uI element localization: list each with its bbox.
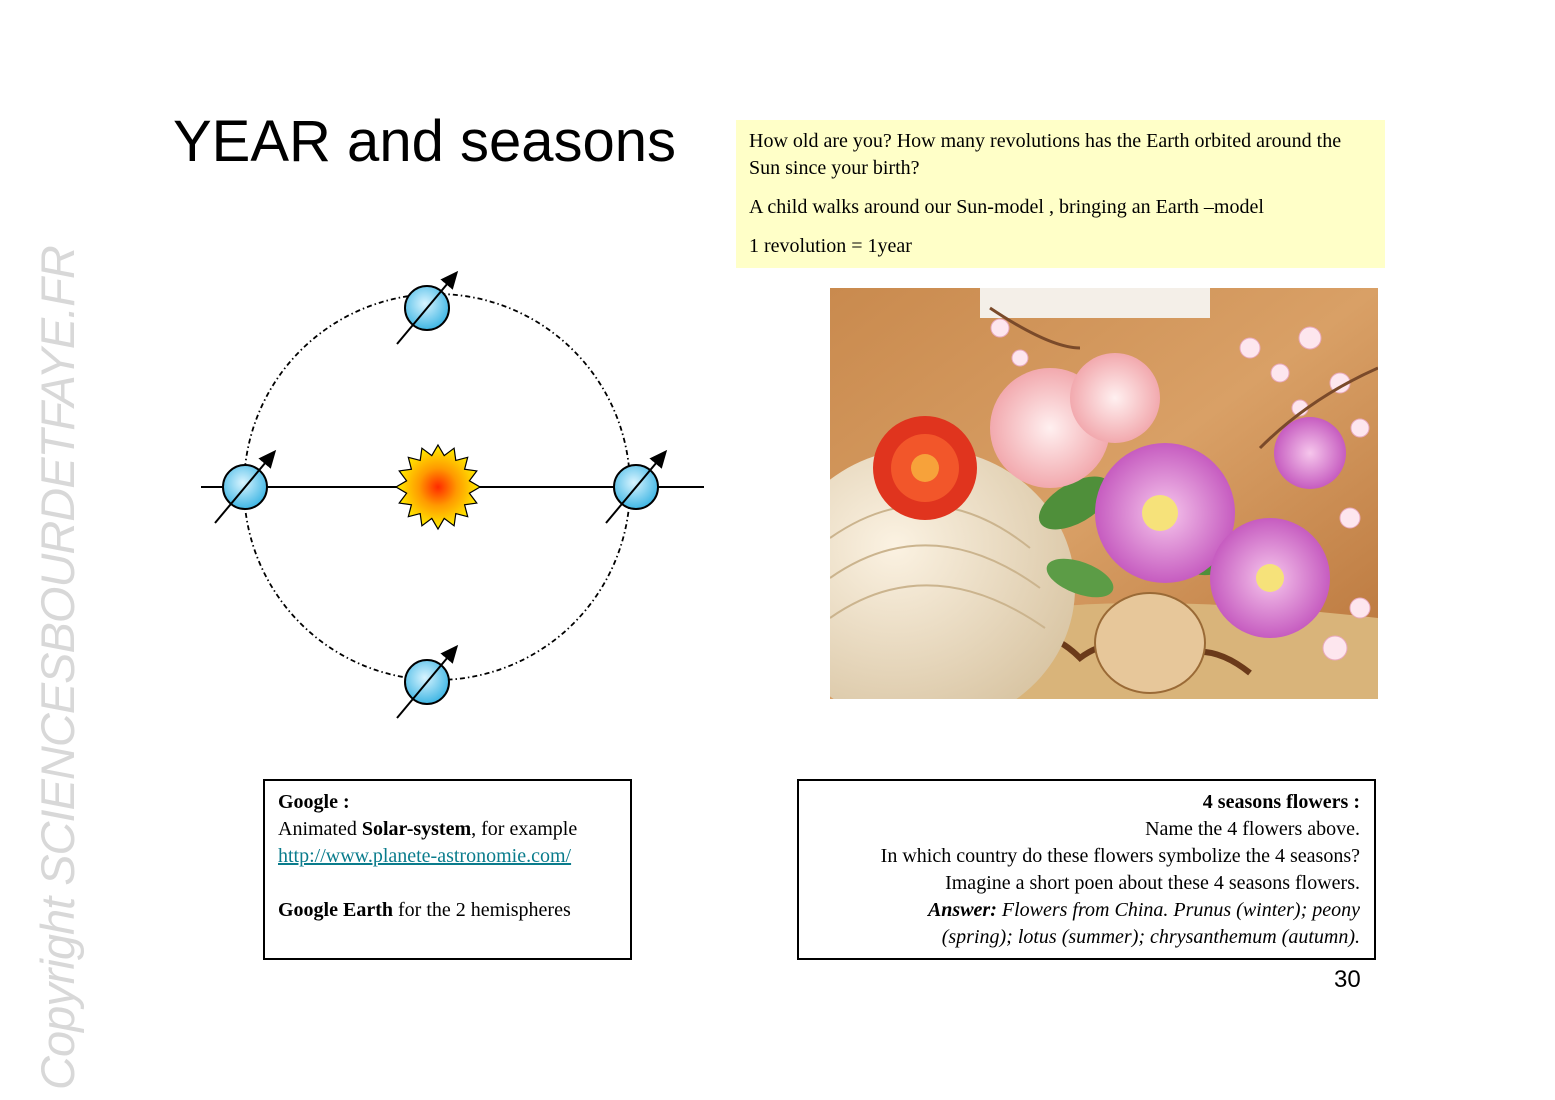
earth-icon <box>215 456 271 523</box>
flowers-question-3: Imagine a short poen about these 4 seasons flowers. <box>945 872 1360 894</box>
flowers-photo <box>830 288 1378 699</box>
intro-activity: A child walks around our Sun-model , bringing an Earth –model <box>749 196 1264 218</box>
google-heading: Google : <box>278 791 350 813</box>
intro-question: How old are you? How many revolutions has the Earth orbited around the Sun since your birth? <box>749 130 1342 179</box>
flowers-question-1: Name the 4 flowers above. <box>1145 818 1360 840</box>
flowers-box <box>797 779 1376 960</box>
flowers-answer-cont: (spring); lotus (summer); chrysanthemum (autumn). <box>941 926 1360 948</box>
earth-icon <box>397 277 453 344</box>
google-earth-line: Google Earth for the 2 hemispheres <box>278 899 571 921</box>
flowers-question-2: In which country do these flowers symbolize the 4 seasons? <box>880 845 1360 867</box>
page-number: 30 <box>1334 966 1361 993</box>
flowers-heading: 4 seasons flowers : <box>1202 791 1360 813</box>
earth-icon <box>606 456 662 523</box>
google-box <box>263 779 632 960</box>
earth-icon <box>397 651 453 718</box>
sun-icon <box>396 445 480 529</box>
intro-definition: 1 revolution = 1year <box>749 235 912 257</box>
copyright-watermark: Copyright SCIENCESBOURDETFAYE.FR <box>31 246 84 1090</box>
planete-astronomie-link[interactable]: http://www.planete-astronomie.com/ <box>278 845 572 867</box>
flowers-answer: Answer: Flowers from China. Prunus (winter); peony <box>927 899 1360 921</box>
page-title: YEAR and seasons <box>173 109 676 174</box>
orbit-diagram <box>195 270 715 730</box>
google-solar-line: Animated Solar-system, for example <box>278 818 578 840</box>
intro-box <box>736 120 1385 268</box>
